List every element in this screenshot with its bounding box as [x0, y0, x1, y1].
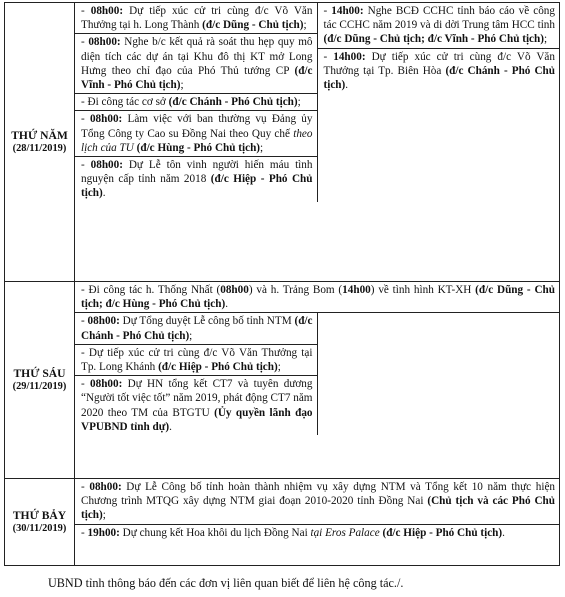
row-friday — [5, 282, 560, 479]
entries-cell-thursday — [75, 3, 560, 282]
schedule-entry: - 08h00: Dự HN tổng kết CT7 và tuyên dương “Người tốt việc tốt” năm 2019, phát động CT7 năm 2020 theo TM của BTGTU (Ủy quyền lãnh đạo VPUBND tỉnh dự). — [75, 375, 317, 435]
schedule-entry: - 08h00: Làm việc với ban thường vụ Đảng ủy Tổng Công ty Cao su Đồng Nai theo Quy chế theo lịch của TU (đ/c Hùng - Phó Chủ tịch); — [75, 110, 317, 156]
entries-cell-saturday — [75, 479, 560, 566]
day-date: (29/11/2019) — [12, 381, 67, 392]
schedule-entry-full: - 08h00: Dự Lễ Công bố tỉnh hoàn thành nhiệm vụ xây dựng NTM và Tổng kết 10 năm thực hiện Chương trình MTQG xây dựng NTM giai đoạn 2010-2020 tỉnh Đồng Nai (Chủ tịch và các Phó Chủ tịch); — [81, 481, 556, 522]
morning-column — [75, 3, 318, 202]
schedule-entry: - 14h00: Dự tiếp xúc cử tri cùng đ/c Võ Văn Thưởng tại Tp. Biên Hòa (đ/c Chánh - Phó Chủ tịch). — [318, 48, 560, 94]
day-date: (28/11/2019) — [12, 143, 67, 154]
afternoon-column — [318, 313, 560, 435]
schedule-entry-full: - 19h00: Dự chung kết Hoa khôi du lịch Đồng Nai tại Eros Palace (đ/c Hiệp - Phó Chủ tịch). — [75, 524, 559, 541]
morning-column — [75, 313, 318, 435]
schedule-entry: - 08h00: Dự tiếp xúc cử tri cùng đ/c Võ Văn Thưởng tại h. Long Thành (đ/c Dũng - Chủ tịch); — [81, 5, 313, 32]
row-saturday — [5, 479, 560, 566]
afternoon-column — [318, 3, 560, 202]
schedule-entry-full: - Đi công tác h. Thống Nhất (08h00) và h. Trảng Bom (14h00) về tình hình KT-XH (đ/c Dũng - Chủ tịch; đ/c Hùng - Phó Chủ tịch). — [81, 284, 555, 311]
day-name: THỨ NĂM — [11, 129, 68, 142]
day-cell-saturday — [5, 479, 75, 566]
schedule-entry: - Đi công tác cơ sở (đ/c Chánh - Phó Chủ tịch); — [75, 93, 317, 110]
day-date: (30/11/2019) — [12, 523, 67, 534]
schedule-entry: - 08h00: Dự Tổng duyệt Lễ công bố tỉnh NTM (đ/c Chánh - Phó Chủ tịch); — [81, 315, 313, 342]
schedule-entry: - 14h00: Nghe BCĐ CCHC tỉnh báo cáo về công tác CCHC năm 2019 và di dời Trung tâm HCC tỉnh (đ/c Dũng - Chủ tịch; đ/c Vĩnh - Phó Chủ tịch); — [323, 5, 555, 46]
day-cell-thursday — [5, 3, 75, 282]
entries-cell-friday — [75, 282, 560, 479]
schedule-entry: - 08h00: Dự Lễ tôn vinh người hiến máu tình nguyện cấp tỉnh năm 2018 (đ/c Hiệp - Phó Chủ tịch). — [75, 156, 317, 202]
schedule-table — [4, 2, 560, 566]
day-name: THỨ BẢY — [12, 509, 67, 522]
day-cell-friday — [5, 282, 75, 479]
row-thursday — [5, 3, 560, 282]
schedule-entry: - Dự tiếp xúc cử tri cùng đ/c Võ Văn Thưởng tại Tp. Long Khánh (đ/c Hiệp - Phó Chủ tịch); — [75, 344, 317, 375]
closing-note: UBND tỉnh thông báo đến các đơn vị liên quan biết để liên hệ công tác./. — [48, 576, 404, 590]
day-name: THỨ SÁU — [13, 367, 66, 380]
schedule-entry: - 08h00: Nghe b/c kết quả rà soát thu hẹp quy mô diện tích các dự án tại Khu đô thị KT mở Long Hưng theo chỉ đạo của Phó Thủ tướng CP (đ/c Vĩnh - Phó Chủ tịch); — [75, 33, 317, 93]
